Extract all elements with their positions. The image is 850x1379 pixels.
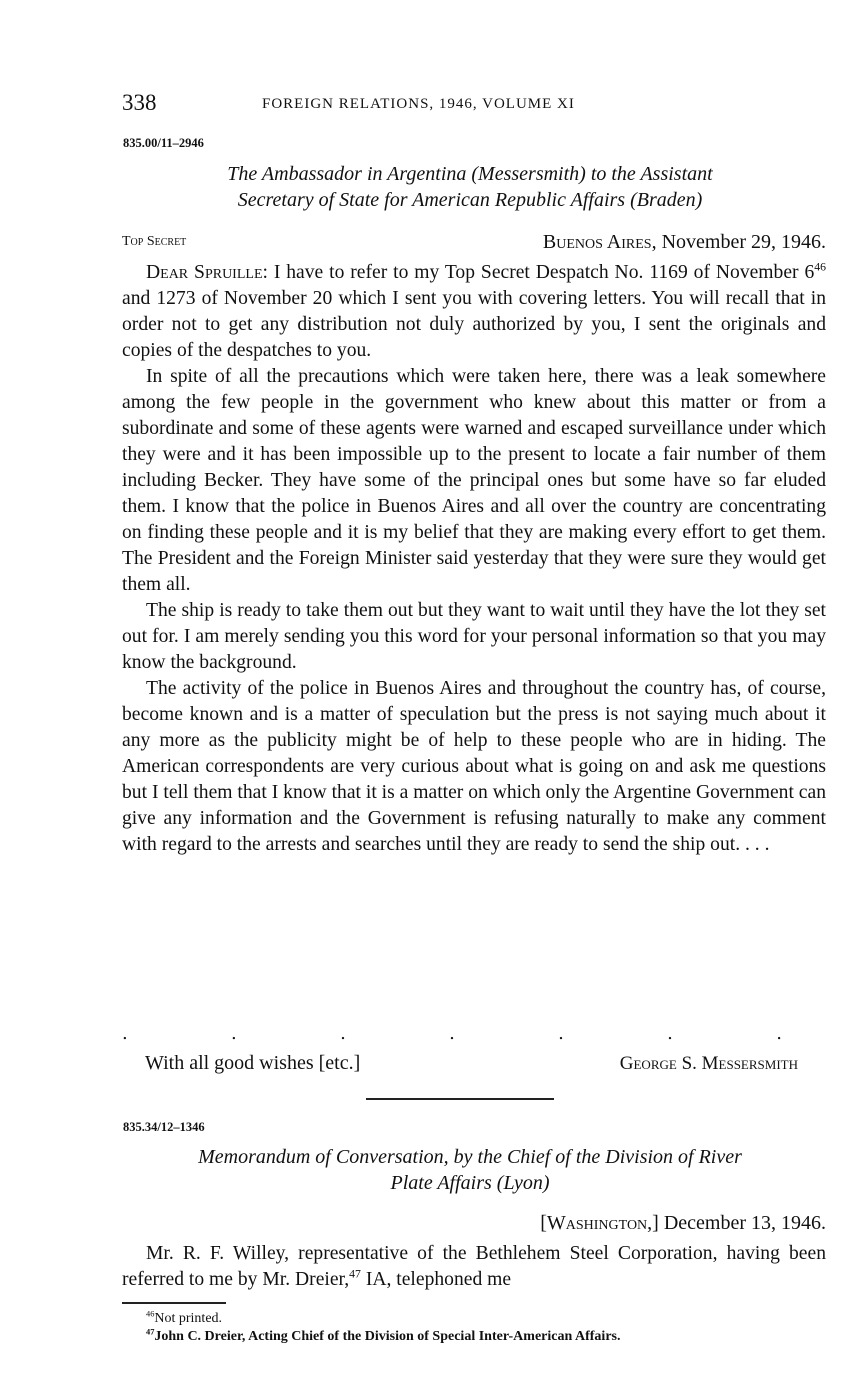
omission-dots: . . . . . . .	[122, 1023, 782, 1044]
signature: George S. Messersmith	[619, 1053, 798, 1074]
paragraph-2: In spite of all the precautions which were taken here, there was a leak somewhere among the few people in the government who knew about this matter or from a subordinate and some of these agents were warned and escaped surveillance under which they were and it has been impossible up to the present to locate a fair number of them including Becker. They have some of the principal ones but some have so far eluded them. I know that the police in Buenos Aires and all over the country are concentrating on finding these people and it is my belief that they are making every effort to get them. The President and the Foreign Minister said yesterday that they were sure they would get them all.	[122, 366, 826, 595]
memo-paragraph-1-rest: IA, telephoned me	[360, 1269, 512, 1290]
page-number: 338	[122, 90, 157, 115]
date-1: , November 29, 1946.	[651, 231, 826, 253]
footnote-ref-47: 47	[349, 1267, 361, 1281]
paragraph-4: The activity of the police in Buenos Aires and throughout the country has, of course, become known and is a matter of speculation but the press is not saying much about it any more as the publicity might be of help to these people who are in hiding. The American correspondents are very curious about what is going on and ask me questions but I tell them that I know that it is a matter on which only the Argentine Government can give any information and the Government is refusing naturally to make any comment with regard to the arrests and searches until they are ready to send the ship out. . . .	[122, 678, 826, 855]
file-number-2: 835.34/12–1346	[123, 1120, 205, 1134]
caption-2-line-2: Plate Affairs (Lyon)	[390, 1172, 550, 1194]
paragraph-3: The ship is ready to take them out but they want to wait until they have the lot they set out for. I am merely sending you this word for your personal information so that you may know the background.	[122, 600, 826, 673]
classification: Top Secret	[122, 234, 187, 249]
letter-body	[122, 260, 826, 858]
caption-2-line-1: Memorandum of Conversation, by the Chief of the Division of River	[198, 1146, 742, 1168]
section-divider	[366, 1098, 554, 1100]
date-2: December 13, 1946.	[658, 1212, 826, 1234]
memo-paragraph-1-lead: Mr. R. F. Willey, representative of the Bethlehem Steel Corporation, having been referred to me by Mr. Dreier,	[122, 1243, 826, 1290]
footnote-text: Not printed.	[154, 1311, 223, 1326]
dateline-1	[543, 231, 826, 254]
memo-body	[122, 1241, 826, 1293]
footnote-47	[146, 1329, 620, 1345]
place-2: [Washington,]	[540, 1212, 659, 1234]
footnote-mark: 46	[146, 1309, 155, 1319]
running-title: FOREIGN RELATIONS, 1946, VOLUME XI	[262, 96, 575, 112]
memo-paragraph-1	[122, 1241, 826, 1293]
footnote-46	[146, 1311, 222, 1327]
paragraph-1-rest: and 1273 of November 20 which I sent you with covering letters. You will recall that in order not to get any distribution not duly authorized by you, I sent the originals and copies of the despatches to you.	[122, 288, 826, 361]
salutation: Dear Spruille	[146, 262, 263, 283]
caption-1-line-2: Secretary of State for American Republic Affairs (Braden)	[237, 189, 703, 211]
footnote-divider	[122, 1302, 226, 1304]
file-number-1: 835.00/11–2946	[123, 136, 204, 150]
dateline-2	[540, 1212, 826, 1235]
place-1: Buenos Aires	[542, 231, 652, 253]
footnote-ref-46: 46	[814, 260, 827, 274]
footnote-mark: 47	[146, 1327, 155, 1337]
caption-1-line-1: The Ambassador in Argentina (Messersmith) to the Assistant	[227, 163, 713, 185]
footnote-text: John C. Dreier, Acting Chief of the Division of Special Inter-American Affairs.	[154, 1329, 621, 1344]
closing: With all good wishes [etc.]	[145, 1052, 361, 1074]
paragraph-1	[122, 260, 826, 364]
paragraph-1-lead: : I have to refer to my Top Secret Despatch No. 1169 of November 6	[262, 262, 815, 283]
